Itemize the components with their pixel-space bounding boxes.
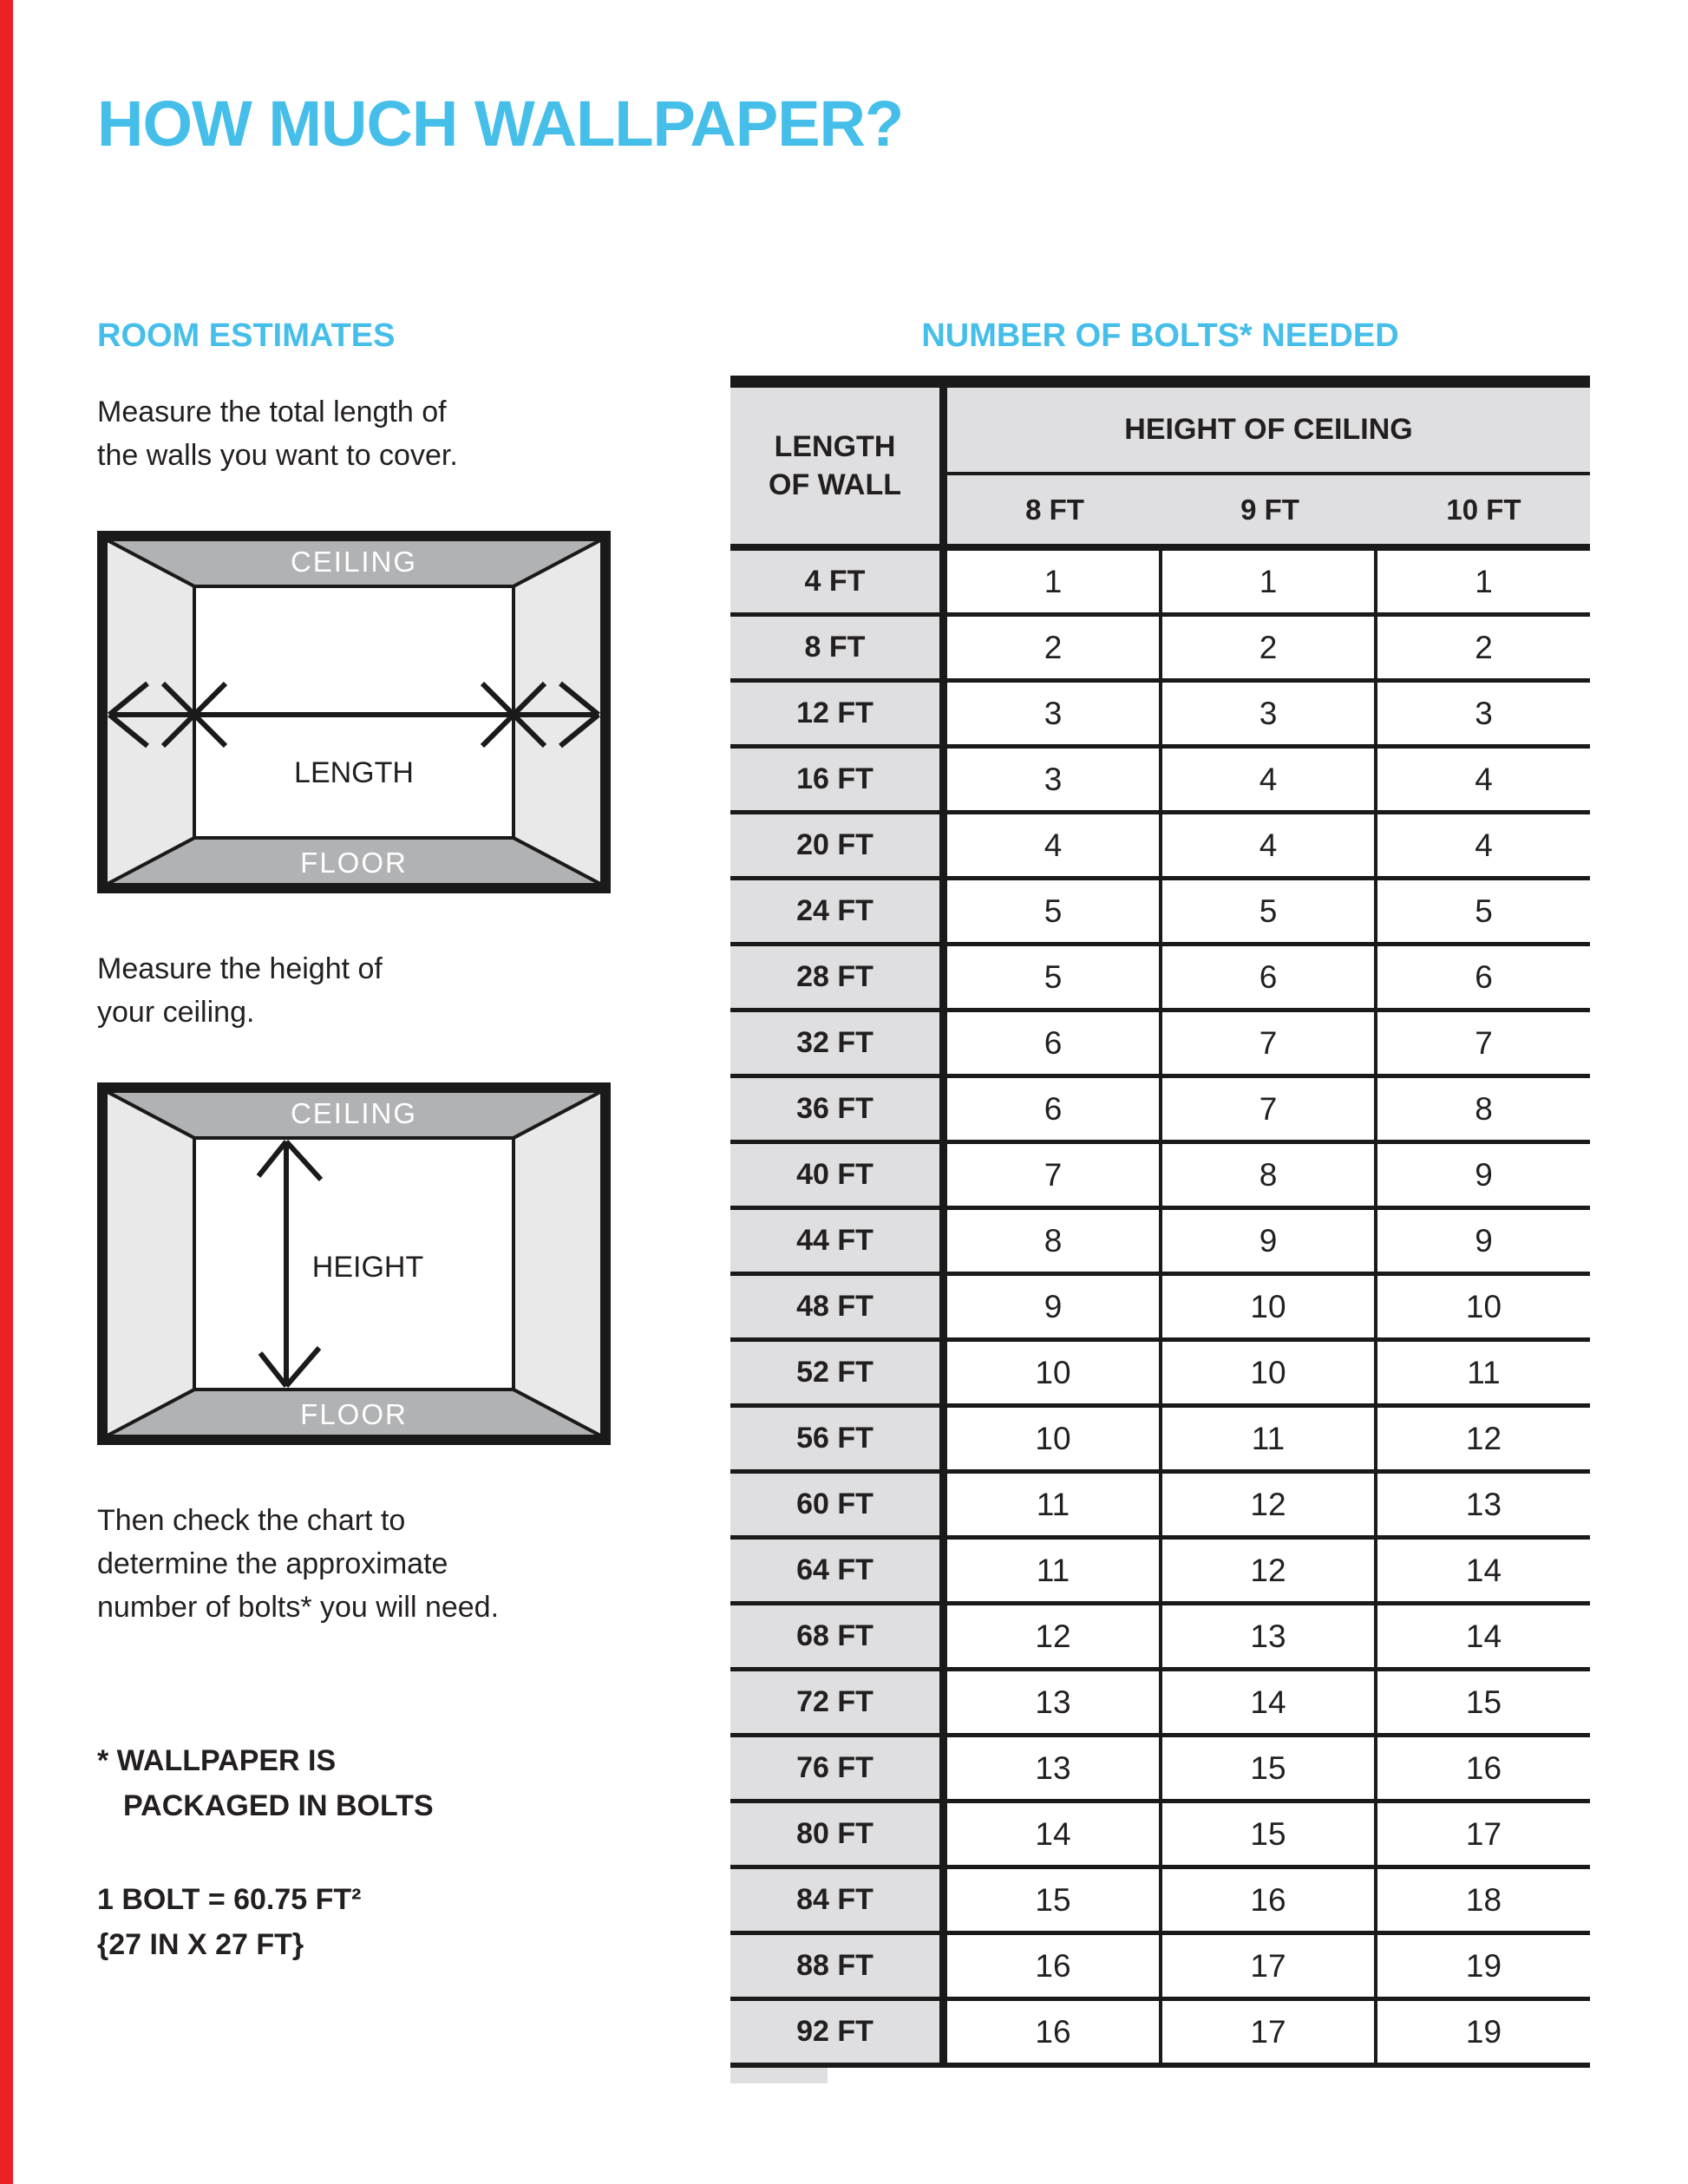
table-vertical-divider [939,1144,947,1206]
bolt-count-cell-8ft: 15 [947,1869,1162,1931]
bolt-count-cell-10ft: 12 [1377,1408,1590,1469]
bolt-count-cell-8ft: 11 [947,1474,1162,1535]
bolt-count-cell-9ft: 14 [1162,1671,1377,1733]
table-vertical-divider [939,1078,947,1140]
bolts-needed-heading: NUMBER OF BOLTS* NEEDED [921,317,1399,354]
bolt-count-cell-9ft: 4 [1162,814,1377,876]
table-vertical-divider [939,1012,947,1074]
row-label: 28 FT [730,946,939,1008]
room-height-diagram-svg [97,1082,611,1445]
table-row [730,683,1590,749]
ceiling-label: CEILING [290,546,418,578]
table-vertical-divider [939,551,947,612]
bolt-count-cell-9ft: 12 [1162,1540,1377,1601]
bolt-count-cell-10ft: 14 [1377,1605,1590,1667]
bolt-count-cell-10ft: 4 [1377,749,1590,810]
table-row [730,2001,1590,2068]
length-of-wall-header [730,388,939,544]
length-of-wall-header-line2: OF WALL [769,468,901,501]
ceiling-label: CEILING [290,1097,418,1129]
table-vertical-divider [939,388,947,544]
measure-length-line1: Measure the total length of [97,396,447,428]
bolt-count-cell-10ft: 3 [1377,683,1590,744]
check-chart-line3: number of bolts* you will need. [97,1591,500,1624]
subheader-9ft: 9 FT [1240,493,1299,526]
room-estimates-heading: ROOM ESTIMATES [97,317,396,354]
table-row [730,946,1590,1012]
table-vertical-divider [939,880,947,942]
row-label: 8 FT [730,617,939,678]
table-row [730,1869,1590,1935]
ceiling-height-header-block [947,388,1590,544]
bolt-count-cell-8ft: 2 [947,617,1162,678]
bolt-count-cell-9ft: 9 [1162,1210,1377,1272]
table-vertical-divider [939,1474,947,1535]
bolt-count-cell-8ft: 9 [947,1276,1162,1337]
table-row [730,1540,1590,1605]
row-label: 88 FT [730,1935,939,1997]
bolt-count-cell-8ft: 8 [947,1210,1162,1272]
bolt-count-cell-10ft: 4 [1377,814,1590,876]
row-label: 60 FT [730,1474,939,1535]
bolt-count-cell-9ft: 1 [1162,551,1377,612]
check-chart-paragraph [97,1499,499,1629]
table-row [730,1276,1590,1342]
table-row [730,749,1590,814]
bolt-count-cell-8ft: 4 [947,814,1162,876]
table-vertical-divider [939,1935,947,1997]
table-vertical-divider [939,1540,947,1601]
bolt-count-cell-8ft: 5 [947,946,1162,1008]
bolt-count-cell-10ft: 19 [1377,2001,1590,2063]
bolt-count-cell-10ft: 14 [1377,1540,1590,1601]
bolt-count-cell-10ft: 2 [1377,617,1590,678]
bolt-count-cell-9ft: 16 [1162,1869,1377,1931]
check-chart-line2: determine the approximate [97,1547,448,1580]
row-label: 20 FT [730,814,939,876]
row-label: 76 FT [730,1737,939,1799]
table-vertical-divider [939,946,947,1008]
table-row [730,1408,1590,1474]
table-bottom-stub [730,2068,828,2083]
floor-label: FLOOR [300,1398,408,1430]
bolt-count-cell-10ft: 17 [1377,1803,1590,1865]
measure-height-line1: Measure the height of [97,952,383,985]
ceiling-height-subheader-row [947,475,1590,544]
bolt-count-cell-8ft: 6 [947,1012,1162,1074]
bolt-size-line2: {27 IN X 27 FT} [97,1928,304,1961]
bolt-count-cell-9ft: 5 [1162,880,1377,942]
table-row [730,1342,1590,1408]
bolt-count-cell-10ft: 15 [1377,1671,1590,1733]
measure-length-line2: the walls you want to cover. [97,439,458,472]
left-wall-panel [106,1091,194,1436]
row-label: 80 FT [730,1803,939,1865]
bolt-count-cell-9ft: 7 [1162,1012,1377,1074]
row-label: 44 FT [730,1210,939,1272]
table-row [730,1671,1590,1737]
bolt-count-cell-8ft: 16 [947,2001,1162,2063]
row-label: 68 FT [730,1605,939,1667]
table-header [730,388,1590,544]
table-row [730,1144,1590,1210]
bolt-count-cell-9ft: 10 [1162,1342,1377,1403]
bolt-count-cell-10ft: 11 [1377,1342,1590,1403]
table-row [730,617,1590,683]
row-label: 72 FT [730,1671,939,1733]
row-label: 56 FT [730,1408,939,1469]
table-vertical-divider [939,1737,947,1799]
bolts-footnote-line1: * WALLPAPER IS [97,1744,337,1777]
bolt-count-cell-10ft: 18 [1377,1869,1590,1931]
row-label: 84 FT [730,1869,939,1931]
measure-length-paragraph [97,390,458,477]
table-vertical-divider [939,1803,947,1865]
bolt-count-cell-8ft: 10 [947,1408,1162,1469]
table-vertical-divider [939,1605,947,1667]
bolt-count-cell-9ft: 15 [1162,1737,1377,1799]
bolt-count-cell-10ft: 13 [1377,1474,1590,1535]
bolt-count-cell-8ft: 13 [947,1671,1162,1733]
table-vertical-divider [939,683,947,744]
bolt-count-cell-10ft: 5 [1377,880,1590,942]
bolt-count-cell-10ft: 9 [1377,1210,1590,1272]
height-label: HEIGHT [311,1251,424,1284]
table-vertical-divider [939,1869,947,1931]
bolt-count-cell-9ft: 6 [1162,946,1377,1008]
bolt-count-cell-8ft: 6 [947,1078,1162,1140]
table-body [730,551,1590,2068]
table-vertical-divider [939,749,947,810]
row-label: 48 FT [730,1276,939,1337]
table-top-bar [730,376,1590,388]
table-vertical-divider [939,1671,947,1733]
table-row [730,1078,1590,1144]
room-length-diagram [97,531,611,893]
bolt-count-cell-8ft: 13 [947,1737,1162,1799]
bolt-count-cell-9ft: 7 [1162,1078,1377,1140]
room-length-diagram-svg [97,531,611,893]
bolt-count-cell-10ft: 9 [1377,1144,1590,1206]
bolt-count-cell-10ft: 6 [1377,946,1590,1008]
table-row [730,1737,1590,1803]
table-row [730,1210,1590,1276]
subheader-10ft: 10 FT [1446,493,1521,526]
row-label: 52 FT [730,1342,939,1403]
table-row [730,1012,1590,1078]
row-label: 92 FT [730,2001,939,2063]
measure-height-paragraph [97,947,383,1034]
bolt-count-cell-9ft: 12 [1162,1474,1377,1535]
bolt-count-cell-9ft: 3 [1162,683,1377,744]
bolt-size-line1: 1 BOLT = 60.75 FT² [97,1883,362,1916]
floor-label: FLOOR [300,847,408,879]
table-row [730,814,1590,880]
row-label: 24 FT [730,880,939,942]
room-height-diagram [97,1082,611,1445]
bolt-count-cell-8ft: 10 [947,1342,1162,1403]
bolt-count-cell-8ft: 7 [947,1144,1162,1206]
bolts-needed-table [730,376,1590,2083]
bolt-count-cell-8ft: 3 [947,683,1162,744]
table-row [730,1605,1590,1671]
height-of-ceiling-header: HEIGHT OF CEILING [947,388,1590,475]
table-row [730,1935,1590,2001]
bolt-count-cell-8ft: 3 [947,749,1162,810]
row-label: 12 FT [730,683,939,744]
row-label: 4 FT [730,551,939,612]
bolt-count-cell-8ft: 5 [947,880,1162,942]
subheader-8ft: 8 FT [1025,493,1084,526]
bolt-count-cell-10ft: 1 [1377,551,1590,612]
bolt-count-cell-8ft: 12 [947,1605,1162,1667]
bolt-count-cell-9ft: 17 [1162,1935,1377,1997]
bolt-count-cell-8ft: 1 [947,551,1162,612]
table-vertical-divider [939,2001,947,2063]
check-chart-line1: Then check the chart to [97,1504,406,1537]
bolt-count-cell-9ft: 10 [1162,1276,1377,1337]
row-label: 64 FT [730,1540,939,1601]
bolt-count-cell-10ft: 16 [1377,1737,1590,1799]
length-of-wall-header-line1: LENGTH [774,430,896,463]
row-label: 32 FT [730,1012,939,1074]
table-row [730,880,1590,946]
bolt-count-cell-9ft: 11 [1162,1408,1377,1469]
table-row [730,551,1590,617]
bolt-count-cell-9ft: 4 [1162,749,1377,810]
table-vertical-divider [939,1276,947,1337]
bolt-count-cell-9ft: 13 [1162,1605,1377,1667]
bolt-count-cell-10ft: 10 [1377,1276,1590,1337]
table-vertical-divider [939,1210,947,1272]
bolt-count-cell-10ft: 8 [1377,1078,1590,1140]
table-row [730,1474,1590,1540]
length-label: LENGTH [294,756,414,789]
row-label: 40 FT [730,1144,939,1206]
bolt-size-info [97,1877,362,1967]
bolts-footnote-line2: PACKAGED IN BOLTS [123,1789,434,1822]
row-label: 36 FT [730,1078,939,1140]
bolts-footnote [97,1738,434,1828]
table-vertical-divider [939,814,947,876]
page-title: HOW MUCH WALLPAPER? [97,88,904,160]
table-vertical-divider [939,617,947,678]
row-label: 16 FT [730,749,939,810]
bolt-count-cell-9ft: 17 [1162,2001,1377,2063]
table-header-separator [730,544,1590,551]
table-row [730,1803,1590,1869]
bolt-count-cell-8ft: 11 [947,1540,1162,1601]
bolt-count-cell-9ft: 2 [1162,617,1377,678]
bolt-count-cell-9ft: 8 [1162,1144,1377,1206]
bolt-count-cell-10ft: 19 [1377,1935,1590,1997]
bolt-count-cell-8ft: 14 [947,1803,1162,1865]
bolt-count-cell-10ft: 7 [1377,1012,1590,1074]
page-edge-red-bar [0,0,13,2184]
right-wall-panel [514,1091,602,1436]
table-vertical-divider [939,1408,947,1469]
measure-height-line2: your ceiling. [97,996,255,1029]
bolt-count-cell-8ft: 16 [947,1935,1162,1997]
table-vertical-divider [939,1342,947,1403]
bolt-count-cell-9ft: 15 [1162,1803,1377,1865]
